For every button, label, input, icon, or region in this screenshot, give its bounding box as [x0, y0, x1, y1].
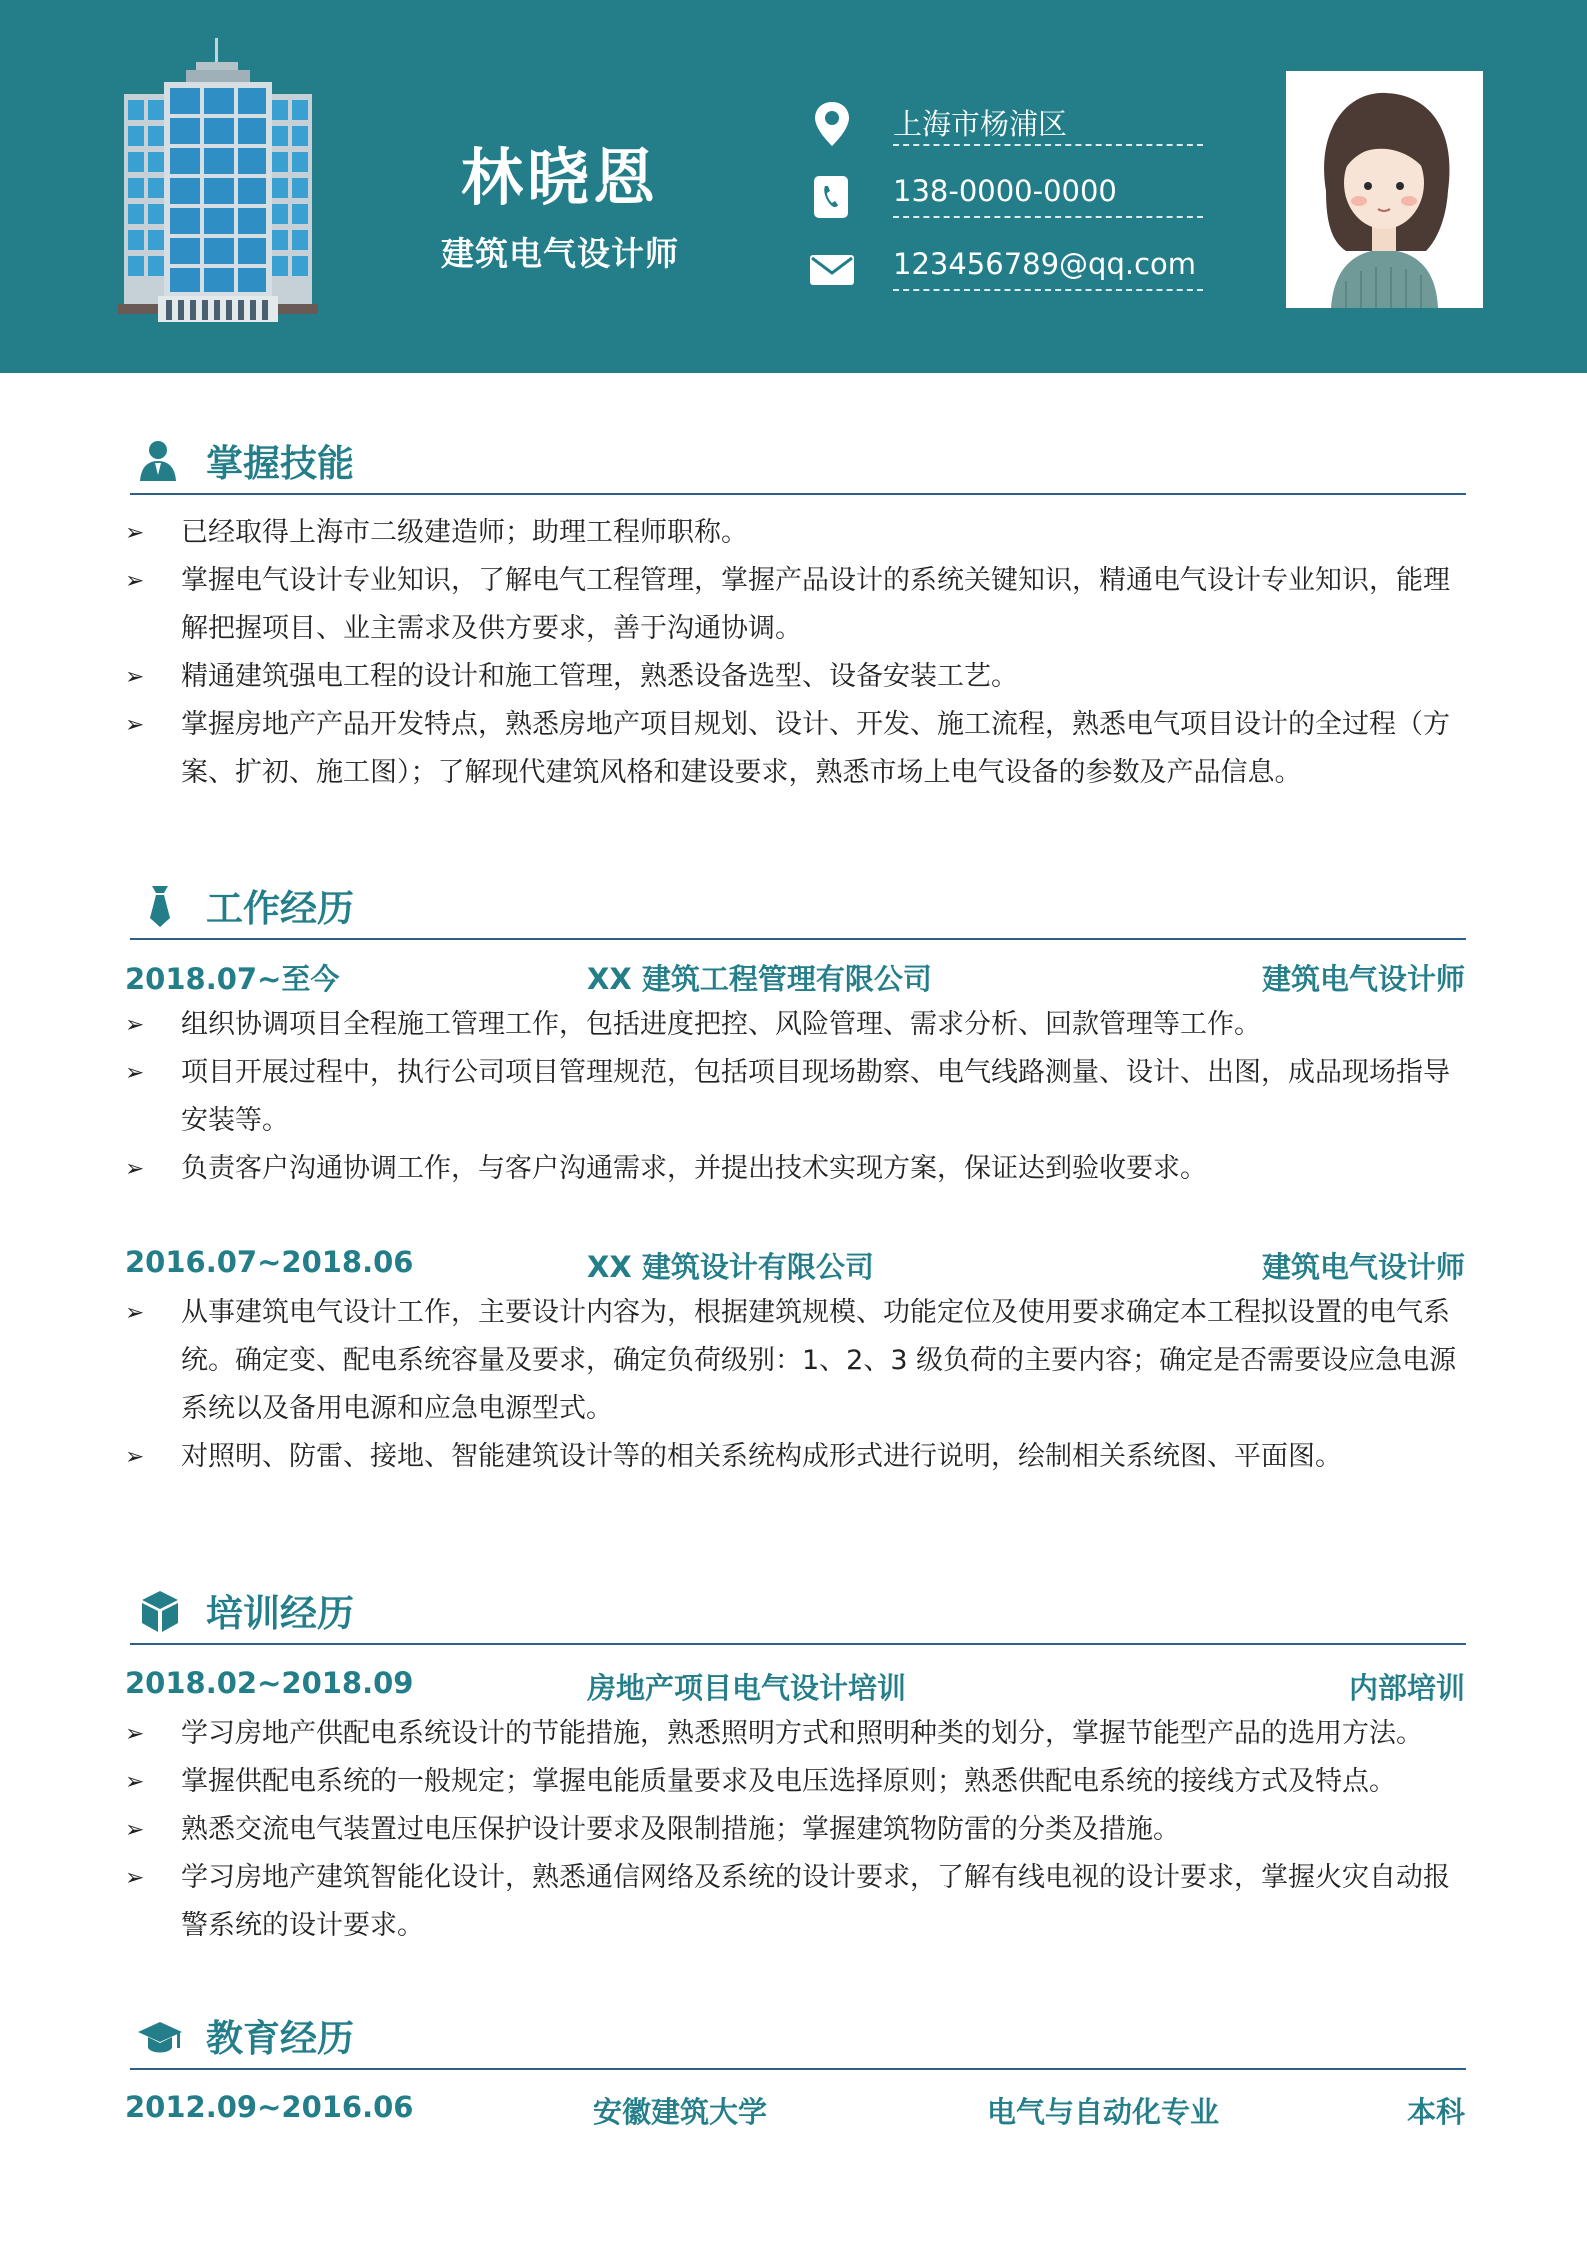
section-divider	[130, 938, 1466, 940]
work-period: 2018.07~至今	[125, 962, 340, 996]
phone-text[interactable]: 138-0000-0000	[893, 174, 1117, 208]
training-type: 内部培训	[1348, 1671, 1465, 1705]
work-company: XX 建筑工程管理有限公司	[587, 962, 932, 996]
training-list	[125, 1710, 1465, 1950]
section-divider	[130, 2068, 1466, 2070]
section-title-skills: 掌握技能	[206, 442, 354, 485]
section-title-education: 教育经历	[206, 2017, 354, 2060]
education-school: 安徽建筑大学	[593, 2095, 768, 2129]
list-item: ➢ 负责客户沟通协调工作，与客户沟通需求，并提出技术实现方案，保证达到验收要求。	[125, 1145, 1465, 1193]
list-item: ➢ 组织协调项目全程施工管理工作，包括进度把控、风险管理、需求分析、回款管理等工作。	[125, 1001, 1465, 1049]
education-period: 2012.09~2016.06	[125, 2090, 414, 2124]
list-item: ➢ 掌握电气设计专业知识，了解电气工程管理，掌握产品设计的系统关键知识，精通电气设计专业知识，能理解把握项目、业主需求及供方要求，善于沟通协调。	[125, 557, 1465, 653]
location-pin-icon	[806, 98, 858, 150]
job-title: 建筑电气设计师	[441, 234, 679, 273]
address-text: 上海市杨浦区	[893, 107, 1068, 141]
education-degree: 本科	[1406, 2095, 1465, 2129]
building-illustration	[118, 38, 318, 326]
section-skills-header	[130, 433, 1466, 493]
section-education-header	[130, 2008, 1466, 2068]
list-item: ➢ 从事建筑电气设计工作，主要设计内容为，根据建筑规模、功能定位及使用要求确定本工程拟设置的电气系统。确定变、配电系统容量及要求，确定负荷级别：1、2、3 级负荷的主要内容；确定是否需要设应急电源系统以及备用电源和应急电源型式。	[125, 1289, 1465, 1433]
work-duties-list	[125, 1289, 1465, 1481]
phone-icon	[806, 170, 858, 222]
profile-photo	[1286, 71, 1483, 308]
email-text[interactable]: 123456789@qq.com	[893, 247, 1197, 281]
section-title-work: 工作经历	[206, 887, 354, 930]
mail-icon	[806, 243, 858, 295]
training-period: 2018.02~2018.09	[125, 1666, 414, 1700]
divider	[893, 144, 1203, 146]
training-course: 房地产项目电气设计培训	[587, 1671, 907, 1705]
section-title-training: 培训经历	[206, 1592, 354, 1635]
list-item: ➢ 学习房地产建筑智能化设计，熟悉通信网络及系统的设计要求，了解有线电视的设计要求，掌握火灾自动报警系统的设计要求。	[125, 1854, 1465, 1950]
list-item: ➢ 学习房地产供配电系统设计的节能措施，熟悉照明方式和照明种类的划分，掌握节能型产品的选用方法。	[125, 1710, 1465, 1758]
list-item: ➢ 项目开展过程中，执行公司项目管理规范，包括项目现场勘察、电气线路测量、设计、出图，成品现场指导安装等。	[125, 1049, 1465, 1145]
training-entry-header	[125, 1666, 1465, 1706]
list-item: ➢ 熟悉交流电气装置过电压保护设计要求及限制措施；掌握建筑物防雷的分类及措施。	[125, 1806, 1465, 1854]
section-divider	[130, 493, 1466, 495]
work-company: XX 建筑设计有限公司	[587, 1250, 874, 1284]
contact-phone	[806, 170, 1206, 232]
section-divider	[130, 1643, 1466, 1645]
divider	[893, 289, 1203, 291]
divider	[893, 216, 1203, 218]
resume-header	[0, 0, 1587, 373]
section-training-header	[130, 1583, 1466, 1643]
tie-icon	[136, 884, 184, 928]
cube-icon	[136, 1589, 184, 1633]
skills-list	[125, 509, 1465, 797]
list-item: ➢ 掌握供配电系统的一般规定；掌握电能质量要求及电压选择原则；熟悉供配电系统的接线方式及特点。	[125, 1758, 1465, 1806]
list-item: ➢ 精通建筑强电工程的设计和施工管理，熟悉设备选型、设备安装工艺。	[125, 653, 1465, 701]
education-major: 电气与自动化专业	[987, 2095, 1220, 2129]
work-role: 建筑电气设计师	[1261, 1250, 1465, 1284]
education-entry-header	[125, 2090, 1465, 2130]
candidate-name: 林晓恩	[460, 141, 659, 214]
work-period: 2016.07~2018.06	[125, 1245, 414, 1279]
work-duties-list	[125, 1001, 1465, 1193]
avatar-illustration	[1286, 71, 1483, 308]
work-entry-header	[125, 957, 1465, 997]
contact-email	[806, 243, 1206, 305]
section-work-header	[130, 878, 1466, 938]
work-role: 建筑电气设计师	[1261, 962, 1465, 996]
person-icon	[136, 439, 184, 483]
list-item: ➢ 对照明、防雷、接地、智能建筑设计等的相关系统构成形式进行说明，绘制相关系统图、平面图。	[125, 1433, 1465, 1481]
graduation-cap-icon	[136, 2014, 184, 2058]
list-item: ➢ 掌握房地产产品开发特点，熟悉房地产项目规划、设计、开发、施工流程，熟悉电气项目设计的全过程（方案、扩初、施工图）；了解现代建筑风格和建设要求，熟悉市场上电气设备的参数及产品信息。	[125, 701, 1465, 797]
contact-location	[806, 98, 1206, 160]
work-entry-header	[125, 1245, 1465, 1285]
list-item: ➢ 已经取得上海市二级建造师；助理工程师职称。	[125, 509, 1465, 557]
